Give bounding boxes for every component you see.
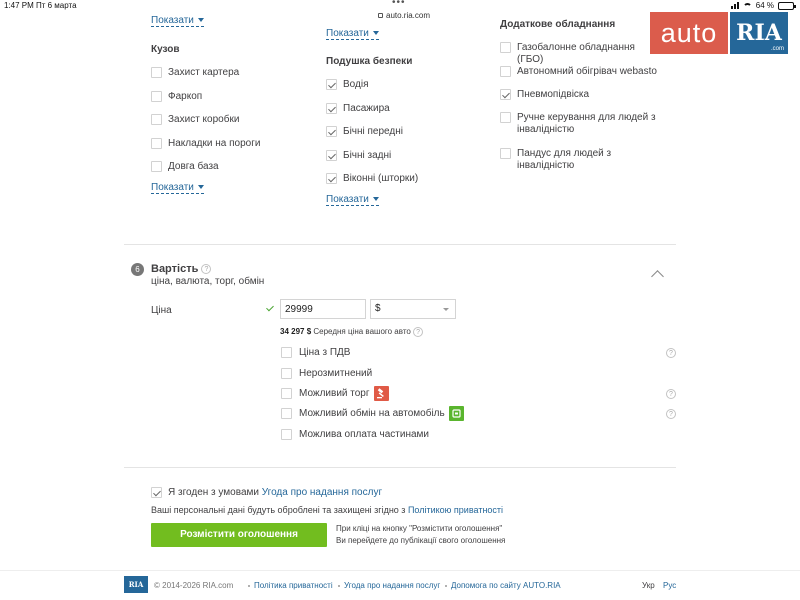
address-url: auto.ria.com xyxy=(386,11,431,20)
footer-logo[interactable]: RIA xyxy=(124,576,148,593)
option-row[interactable] xyxy=(151,67,239,79)
option-row[interactable] xyxy=(500,42,660,66)
publish-hint-line2: Ви перейдете до публікації свого оголошення xyxy=(336,536,506,545)
lock-icon xyxy=(378,13,383,18)
price-section-title xyxy=(151,263,211,275)
help-icon[interactable]: ? xyxy=(666,389,676,399)
option-label: Бічні передні xyxy=(343,126,403,137)
privacy-note xyxy=(151,505,503,515)
price-section-title-text: Вартість xyxy=(151,263,199,275)
body-show-more-link[interactable] xyxy=(151,182,204,194)
option-label: Водія xyxy=(343,79,369,90)
body-group-title: Кузов xyxy=(151,44,180,55)
wifi-icon xyxy=(743,3,752,9)
option-checkbox[interactable] xyxy=(326,173,337,184)
help-icon[interactable]: ? xyxy=(201,264,211,274)
price-option-checkbox[interactable] xyxy=(281,347,292,358)
browser-menu-dots-icon[interactable]: ••• xyxy=(392,0,406,8)
option-checkbox[interactable] xyxy=(500,148,511,159)
option-row[interactable] xyxy=(151,138,260,150)
option-label: Автономний обігрівач webasto xyxy=(517,66,657,77)
caret-down-icon xyxy=(198,18,204,22)
bullet-icon xyxy=(445,585,447,587)
option-row[interactable] xyxy=(326,103,390,115)
option-checkbox[interactable] xyxy=(151,138,162,149)
chevron-down-icon xyxy=(443,308,449,311)
option-checkbox[interactable] xyxy=(326,79,337,90)
bullet-icon xyxy=(338,585,340,587)
caret-down-icon xyxy=(198,185,204,189)
collapse-chevron-icon[interactable] xyxy=(651,270,664,283)
show-more-link-top[interactable] xyxy=(151,15,204,27)
logo-ria xyxy=(730,12,788,54)
option-checkbox[interactable] xyxy=(500,66,511,77)
price-option-checkbox[interactable] xyxy=(281,408,292,419)
option-row[interactable] xyxy=(151,161,219,173)
option-checkbox[interactable] xyxy=(326,150,337,161)
option-row[interactable] xyxy=(500,89,660,101)
divider xyxy=(124,244,676,245)
price-option-label: Ціна з ПДВ xyxy=(299,347,351,358)
average-price-label: Середня ціна вашого авто xyxy=(313,327,411,337)
option-row[interactable] xyxy=(326,126,403,138)
publish-button[interactable]: Розмістити оголошення xyxy=(151,523,327,547)
option-row[interactable] xyxy=(326,79,368,91)
airbag-show-more-link[interactable] xyxy=(326,194,379,206)
show-more-label: Показати xyxy=(326,194,369,205)
help-icon[interactable]: ? xyxy=(666,409,676,419)
option-label: Довга база xyxy=(168,161,219,172)
status-time: 1:47 PM xyxy=(4,1,34,10)
average-price xyxy=(280,327,423,337)
option-label: Накладки на пороги xyxy=(168,137,261,149)
battery-percent: 64 % xyxy=(755,1,774,10)
step-number: 6 xyxy=(131,263,144,276)
footer-link-text[interactable]: Політика приватності xyxy=(254,581,333,590)
footer-copyright: © 2014-2026 RIA.com xyxy=(154,581,234,590)
option-label: Фаркоп xyxy=(168,90,203,102)
option-row[interactable] xyxy=(500,112,660,136)
publish-hint-line1: При кліці на кнопку "Розмістити оголошення" xyxy=(336,524,503,533)
caret-down-icon xyxy=(373,197,379,201)
agreement-checkbox[interactable] xyxy=(151,487,162,498)
privacy-link[interactable]: Політикою приватності xyxy=(407,505,504,515)
option-checkbox[interactable] xyxy=(151,114,162,125)
car-exchange-icon xyxy=(449,406,464,421)
option-label: Бічні задні xyxy=(343,149,392,161)
option-label: Пневмопідвіска xyxy=(517,89,590,100)
auto-ria-logo[interactable] xyxy=(650,12,788,54)
address-bar[interactable] xyxy=(378,11,430,20)
help-icon[interactable]: ? xyxy=(413,327,423,337)
price-section-subtitle: ціна, валюта, торг, обмін xyxy=(151,276,265,287)
option-label: Пандус для людей з інвалідністю xyxy=(517,148,612,171)
lang-rus[interactable]: Рус xyxy=(663,581,677,590)
show-more-label: Показати xyxy=(326,28,369,39)
signal-icon xyxy=(731,2,739,9)
currency-select[interactable] xyxy=(370,299,456,319)
bullet-icon xyxy=(248,585,250,587)
footer-link-privacy[interactable] xyxy=(248,581,333,590)
status-date: Пт 6 марта xyxy=(36,1,77,10)
price-option-label: Можливий обмін на автомобіль xyxy=(299,408,445,419)
price-option-label: Можливий торг xyxy=(299,388,370,399)
option-row[interactable] xyxy=(500,148,660,172)
privacy-note-text: Ваші персональні дані будуть оброблені та захищені згідно з xyxy=(151,505,406,515)
price-option-row[interactable] xyxy=(281,368,372,380)
option-label: Пасажира xyxy=(343,102,390,114)
option-label: Ручне керування для людей з інвалідністю xyxy=(517,112,656,135)
price-option-row[interactable] xyxy=(281,429,429,441)
option-row[interactable] xyxy=(326,173,418,185)
footer-link-terms[interactable] xyxy=(338,581,440,590)
currency-value: $ xyxy=(375,303,381,314)
price-option-label: Можлива оплата частинами xyxy=(299,429,429,440)
footer-link-text[interactable]: Угода про надання послуг xyxy=(344,581,441,590)
price-label: Ціна xyxy=(151,305,172,316)
option-label: Газобалонне обладнання (ГБО) xyxy=(517,42,635,65)
option-row[interactable] xyxy=(500,66,660,78)
agreement-prefix: Я згоден з умовами xyxy=(168,487,259,498)
option-checkbox[interactable] xyxy=(151,161,162,172)
terms-link[interactable]: Угода про надання послуг xyxy=(261,487,383,498)
logo-ria-text: RIA xyxy=(736,20,782,46)
option-checkbox[interactable] xyxy=(326,126,337,137)
battery-icon xyxy=(778,2,794,10)
caret-down-icon xyxy=(373,31,379,35)
agreement-text xyxy=(168,487,382,499)
logo-com: .com xyxy=(770,46,784,52)
show-more-label: Показати xyxy=(151,15,194,26)
price-input[interactable] xyxy=(280,299,366,319)
gavel-icon xyxy=(374,386,389,401)
status-bar xyxy=(0,0,800,20)
price-option-row[interactable] xyxy=(281,388,389,401)
lang-ukr[interactable]: Укр xyxy=(642,581,655,590)
option-row[interactable] xyxy=(151,91,202,103)
option-label: Захист коробки xyxy=(168,114,240,125)
options-show-more-link[interactable] xyxy=(326,28,379,40)
divider xyxy=(0,570,800,571)
average-price-value: 34 297 $ xyxy=(280,327,312,337)
option-checkbox[interactable] xyxy=(500,42,511,53)
agreement-row xyxy=(151,487,382,499)
price-option-label: Нерозмитнений xyxy=(299,368,373,379)
footer-link-help[interactable] xyxy=(445,581,561,590)
option-label: Віконні (шторки) xyxy=(343,173,419,184)
price-option-row[interactable] xyxy=(281,347,350,359)
price-option-row[interactable] xyxy=(281,408,464,421)
extra-group-title: Додаткове обладнання xyxy=(500,19,616,30)
price-option-checkbox[interactable] xyxy=(281,429,292,440)
help-icon[interactable]: ? xyxy=(666,348,676,358)
show-more-label: Показати xyxy=(151,182,194,193)
price-option-checkbox[interactable] xyxy=(281,368,292,379)
option-checkbox[interactable] xyxy=(326,103,337,114)
option-checkbox[interactable] xyxy=(151,91,162,102)
airbag-group-title: Подушка безпеки xyxy=(326,56,413,67)
option-checkbox[interactable] xyxy=(500,89,511,100)
price-option-checkbox[interactable] xyxy=(281,388,292,399)
option-checkbox[interactable] xyxy=(151,67,162,78)
option-row[interactable] xyxy=(326,150,391,162)
footer-link-text[interactable]: Допомога по сайту AUTO.RIA xyxy=(451,581,561,590)
logo-auto: auto xyxy=(650,12,728,54)
divider xyxy=(124,467,676,468)
option-checkbox[interactable] xyxy=(500,112,511,123)
option-row[interactable] xyxy=(151,114,239,126)
valid-check-icon xyxy=(266,304,274,312)
option-label: Захист картера xyxy=(168,67,240,78)
